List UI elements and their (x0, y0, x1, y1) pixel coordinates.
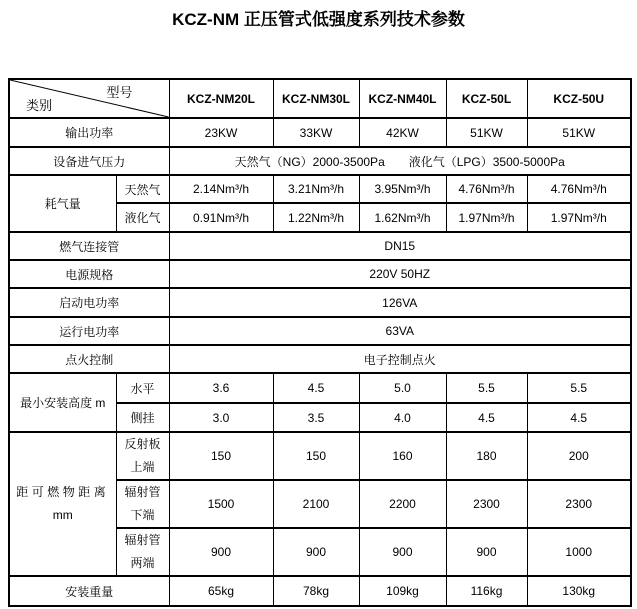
column-header-model: KCZ-50L (446, 79, 527, 118)
row-label-install-weight: 安装重量 (9, 576, 169, 606)
row-gas-pipe (9, 232, 631, 260)
row-label-min-install-height: 最小安装高度 m (9, 373, 116, 432)
row-label-running-power: 运行电功率 (9, 317, 169, 345)
table-cell: 2300 (527, 480, 631, 528)
row-label-startup-power: 启动电功率 (9, 288, 169, 317)
corner-model-label: 型号 (106, 85, 133, 100)
table-cell: 4.76Nm³/h (527, 175, 631, 203)
table-cell: 116kg (446, 576, 527, 606)
table-cell: 4.5 (273, 373, 359, 403)
sub-label-side-mount: 侧挂 (116, 403, 169, 432)
table-cell: 2300 (446, 480, 527, 528)
table-cell: 2.14Nm³/h (169, 175, 273, 203)
table-cell: 5.0 (359, 373, 446, 403)
page-title: KCZ-NM 正压管式低强度系列技术参数 (172, 10, 465, 29)
table-cell: 65kg (169, 576, 273, 606)
row-power-spec (9, 260, 631, 288)
table-cell: 3.95Nm³/h (359, 175, 446, 203)
sub-label-radiant-tube-ends: 辐射管 两端 (116, 528, 169, 576)
column-header-model: KCZ-NM30L (273, 79, 359, 118)
row-install-weight (9, 576, 631, 606)
sub-label-radiant-tube-bottom: 辐射管 下端 (116, 480, 169, 528)
table-cell: 1.22Nm³/h (273, 203, 359, 232)
row-label-ignition: 点火控制 (9, 345, 169, 373)
table-cell: 3.5 (273, 403, 359, 432)
table-cell: 78kg (273, 576, 359, 606)
row-label-gas-consumption: 耗气量 (9, 175, 116, 232)
row-ignition (9, 345, 631, 373)
combustible-distance-label-line2: mm (52, 508, 73, 522)
row-output-power (9, 118, 631, 147)
corner-box (10, 80, 169, 117)
column-header-model: KCZ-NM40L (359, 79, 446, 118)
table-cell: 5.5 (446, 373, 527, 403)
table-cell: 0.91Nm³/h (169, 203, 273, 232)
row-min-height-horizontal (9, 373, 631, 403)
table-cell: 150 (273, 432, 359, 480)
table-cell: 1.97Nm³/h (527, 203, 631, 232)
table-cell: 900 (169, 528, 273, 576)
inlet-pressure-value: 天然气（NG）2000-3500Pa 液化气（LPG）3500-5000Pa (169, 147, 631, 175)
table-cell: 1.97Nm³/h (446, 203, 527, 232)
row-label-combustible-distance (9, 432, 116, 576)
table-cell: 200 (527, 432, 631, 480)
table-cell: 150 (169, 432, 273, 480)
table-cell: 180 (446, 432, 527, 480)
startup-power-value: 126VA (169, 288, 631, 317)
table-cell: 23KW (169, 118, 273, 147)
header-row (9, 79, 631, 118)
table-cell: 3.21Nm³/h (273, 175, 359, 203)
running-power-value: 63VA (169, 317, 631, 345)
table-cell: 109kg (359, 576, 446, 606)
row-distance-reflector-top (9, 432, 631, 480)
combustible-distance-label-line1: 距可燃物距离 (16, 485, 110, 499)
gas-pipe-value: DN15 (169, 232, 631, 260)
column-header-model: KCZ-NM20L (169, 79, 273, 118)
table-cell: 1.62Nm³/h (359, 203, 446, 232)
table-cell: 900 (273, 528, 359, 576)
table-cell: 4.76Nm³/h (446, 175, 527, 203)
spec-table (8, 78, 632, 607)
table-cell: 4.5 (446, 403, 527, 432)
table-cell: 130kg (527, 576, 631, 606)
table-cell: 33KW (273, 118, 359, 147)
row-startup-power (9, 288, 631, 317)
sub-label-lpg: 液化气 (116, 203, 169, 232)
table-cell: 900 (446, 528, 527, 576)
sub-label-horizontal: 水平 (116, 373, 169, 403)
corner-cell (9, 79, 169, 118)
table-cell: 4.0 (359, 403, 446, 432)
table-cell: 3.0 (169, 403, 273, 432)
table-cell: 3.6 (169, 373, 273, 403)
table-cell: 160 (359, 432, 446, 480)
table-cell: 900 (359, 528, 446, 576)
table-cell: 51KW (446, 118, 527, 147)
table-cell: 2100 (273, 480, 359, 528)
power-spec-value: 220V 50HZ (169, 260, 631, 288)
table-cell: 5.5 (527, 373, 631, 403)
corner-category-label: 类别 (26, 98, 53, 113)
column-header-model: KCZ-50U (527, 79, 631, 118)
ignition-value: 电子控制点火 (169, 345, 631, 373)
row-label-gas-pipe: 燃气连接管 (9, 232, 169, 260)
row-label-power-spec: 电源规格 (9, 260, 169, 288)
table-cell: 4.5 (527, 403, 631, 432)
row-running-power (9, 317, 631, 345)
table-cell: 2200 (359, 480, 446, 528)
row-label-inlet-pressure: 设备进气压力 (9, 147, 169, 175)
sub-label-reflector-top: 反射板 上端 (116, 432, 169, 480)
row-label-output-power: 输出功率 (9, 118, 169, 147)
table-cell: 51KW (527, 118, 631, 147)
table-cell: 42KW (359, 118, 446, 147)
row-inlet-pressure (9, 147, 631, 175)
table-cell: 1000 (527, 528, 631, 576)
table-cell: 1500 (169, 480, 273, 528)
sub-label-natural-gas: 天然气 (116, 175, 169, 203)
row-gas-consumption-ng (9, 175, 631, 203)
